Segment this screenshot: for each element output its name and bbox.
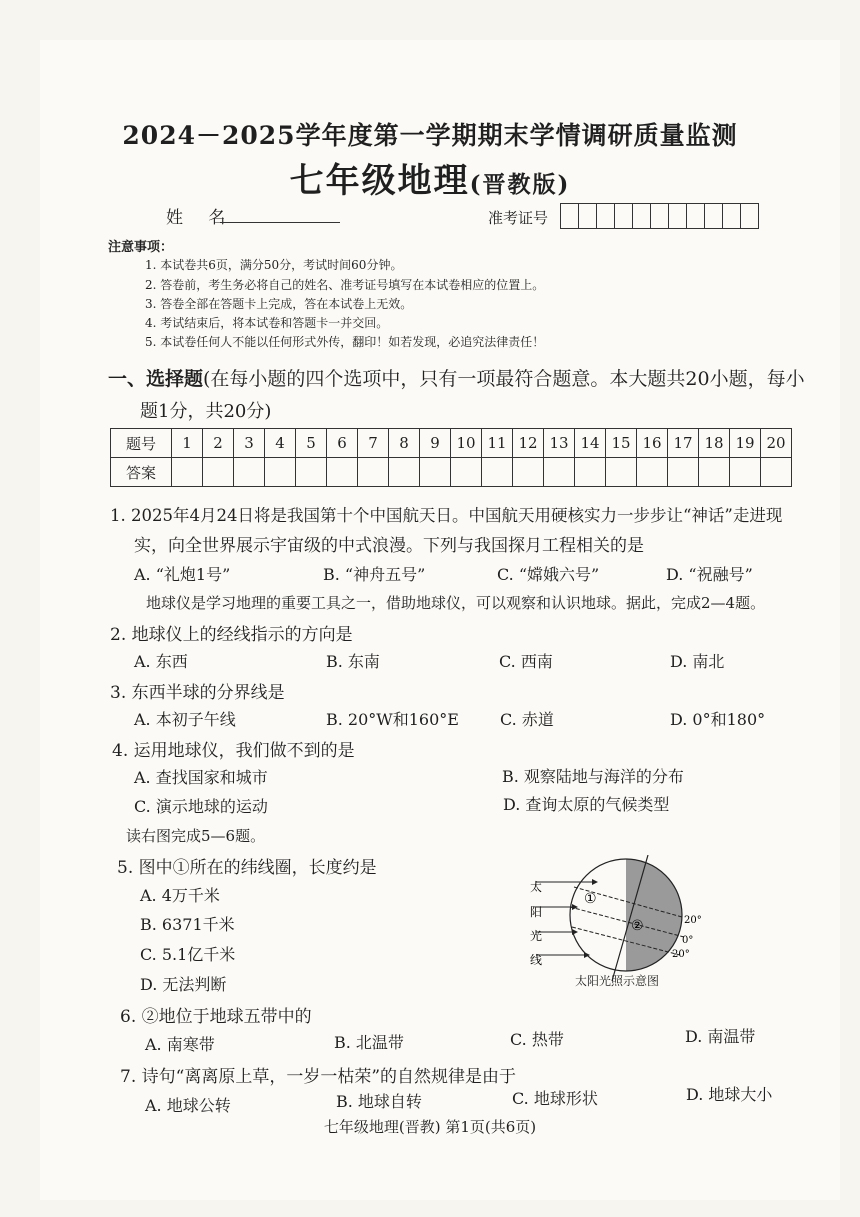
- sun-label-char: 阳: [530, 905, 543, 919]
- answer-cell: [668, 458, 699, 487]
- exam-no-boxes: [561, 203, 759, 229]
- question-7-stem: 7. 诗句“离离原上草，一岁一枯荣”的自然规律是由于: [120, 1067, 517, 1087]
- section-heading: 一、选择题: [108, 368, 204, 390]
- answer-cell: [513, 458, 544, 487]
- question-4-option-d: D. 查询太原的气候类型: [503, 795, 670, 814]
- answer-cell: [637, 458, 668, 487]
- question-number-cell: 16: [637, 429, 668, 458]
- answer-table: [110, 428, 792, 487]
- exam-subject: [0, 153, 860, 202]
- question-6-stem: 6. ②地位于地球五带中的: [120, 1007, 312, 1027]
- question-5-option-c: C. 5.1亿千米: [140, 945, 236, 964]
- question-6-option-b: B. 北温带: [334, 1033, 404, 1052]
- exam-no-box: [668, 203, 687, 229]
- question-number-cell: 17: [668, 429, 699, 458]
- question-1-option-b: B. “神舟五号”: [323, 565, 426, 584]
- question-number-cell: 15: [606, 429, 637, 458]
- notice-item: 3. 答卷全部在答题卡上完成，答在本试卷上无效。: [145, 297, 413, 311]
- notice-title: 注意事项：: [108, 240, 174, 255]
- question-number-cell: 3: [234, 429, 265, 458]
- question-2-stem: 2. 地球仪上的经线指示的方向是: [110, 625, 353, 645]
- question-7-option-d: D. 地球大小: [686, 1085, 773, 1104]
- table-header-number: 题号: [111, 429, 172, 458]
- exam-title: 2024－2025学年度第一学期期末学情调研质量监测: [122, 121, 738, 150]
- question-7-option-b: B. 地球自转: [336, 1092, 422, 1111]
- question-3-stem: 3. 东西半球的分界线是: [110, 683, 285, 703]
- question-number-cell: 18: [699, 429, 730, 458]
- section-desc-cont: 题1分，共20分): [140, 401, 272, 422]
- question-5-option-d: D. 无法判断: [140, 975, 227, 994]
- answer-cell: [730, 458, 761, 487]
- marker-1: ①: [584, 891, 597, 907]
- question-1-stem-cont: 实，向全世界展示宇宙级的中式浪漫。下列与我国探月工程相关的是: [134, 536, 644, 556]
- question-6-option-a: A. 南寒带: [145, 1035, 215, 1054]
- question-6-option-d: D. 南温带: [685, 1027, 756, 1046]
- notice-item: 5. 本试卷任何人不能以任何形式外传，翻印！如若发现，必追究法律责任！: [145, 335, 545, 349]
- name-field-line: [220, 222, 340, 223]
- exam-no-box: [614, 203, 633, 229]
- question-2-option-d: D. 南北: [670, 652, 725, 671]
- edition-label: (晋教版): [469, 171, 571, 198]
- notice-item: 4. 考试结束后，将本试卷和答题卡一并交回。: [145, 316, 389, 330]
- question-number-cell: 8: [389, 429, 420, 458]
- section-desc: (在每小题的四个选项中，只有一项最符合题意。本大题共20小题，每小: [203, 368, 805, 390]
- answer-cell: [265, 458, 296, 487]
- answer-table-number-row: [111, 429, 792, 458]
- latitude-label-equator: 0°: [682, 935, 694, 946]
- question-number-cell: 9: [420, 429, 451, 458]
- question-1-stem: 1. 2025年4月24日将是我国第十个中国航天日。中国航天用硬核实力一步步让“神话”走进现: [110, 506, 783, 525]
- latitude-label-north: 20°: [684, 915, 702, 926]
- page-footer: 七年级地理(晋教) 第1页(共6页): [323, 1118, 537, 1136]
- name-label: 姓 名: [166, 208, 236, 228]
- latitude-label-south: 20°: [672, 949, 690, 960]
- exam-no-box: [722, 203, 741, 229]
- question-number-cell: 11: [482, 429, 513, 458]
- marker-2: ②: [631, 918, 644, 934]
- sun-ray-arrow: [592, 879, 598, 885]
- exam-no-label: 准考证号: [488, 209, 549, 227]
- question-4-option-a: A. 查找国家和城市: [134, 768, 268, 787]
- question-1-option-c: C. “嫦娥六号”: [497, 565, 600, 584]
- question-2-option-b: B. 东南: [326, 652, 380, 671]
- question-3-option-d: D. 0°和180°: [670, 710, 766, 729]
- question-2-option-a: A. 东西: [134, 652, 188, 671]
- question-number-cell: 10: [451, 429, 482, 458]
- question-7-option-c: C. 地球形状: [512, 1089, 598, 1108]
- question-5-option-b: B. 6371千米: [140, 915, 235, 934]
- subject-name: 七年级地理: [289, 161, 470, 201]
- question-1-option-d: D. “祝融号”: [666, 565, 753, 584]
- exam-no-box: [650, 203, 669, 229]
- sunlight-diagram: [508, 855, 718, 990]
- question-number-cell: 4: [265, 429, 296, 458]
- exam-no-box: [740, 203, 759, 229]
- answer-cell: [544, 458, 575, 487]
- sun-label-char: 光: [530, 929, 543, 943]
- section-title: [108, 364, 805, 391]
- question-4-option-c: C. 演示地球的运动: [134, 797, 268, 816]
- answer-cell: [172, 458, 203, 487]
- table-header-answer: 答案: [111, 458, 172, 487]
- question-number-cell: 19: [730, 429, 761, 458]
- answer-table-answer-row: [111, 458, 792, 487]
- question-number-cell: 5: [296, 429, 327, 458]
- answer-cell: [606, 458, 637, 487]
- question-number-cell: 7: [358, 429, 389, 458]
- question-number-cell: 20: [761, 429, 792, 458]
- answer-cell: [575, 458, 606, 487]
- sun-ray-arrow: [572, 929, 578, 935]
- question-4-stem: 4. 运用地球仪，我们做不到的是: [112, 741, 355, 761]
- question-number-cell: 6: [327, 429, 358, 458]
- answer-cell: [296, 458, 327, 487]
- question-6-option-c: C. 热带: [510, 1030, 564, 1049]
- question-number-cell: 1: [172, 429, 203, 458]
- answer-cell: [482, 458, 513, 487]
- question-7-option-a: A. 地球公转: [145, 1096, 231, 1115]
- exam-no-box: [560, 203, 579, 229]
- notice-item: 1. 本试卷共6页，满分50分，考试时间60分钟。: [145, 258, 403, 272]
- question-number-cell: 13: [544, 429, 575, 458]
- question-3-option-a: A. 本初子午线: [134, 710, 236, 729]
- answer-cell: [203, 458, 234, 487]
- question-number-cell: 2: [203, 429, 234, 458]
- question-number-cell: 14: [575, 429, 606, 458]
- answer-cell: [327, 458, 358, 487]
- answer-cell: [358, 458, 389, 487]
- answer-cell: [451, 458, 482, 487]
- question-2-option-c: C. 西南: [499, 652, 553, 671]
- answer-cell: [389, 458, 420, 487]
- question-3-option-b: B. 20°W和160°E: [326, 710, 459, 729]
- exam-no-box: [686, 203, 705, 229]
- intro-questions-5-6: 读右图完成5—6题。: [126, 827, 266, 845]
- sun-label-char: 太: [530, 880, 543, 894]
- question-4-option-b: B. 观察陆地与海洋的分布: [502, 767, 684, 786]
- question-5-option-a: A. 4万千米: [140, 886, 220, 905]
- answer-cell: [420, 458, 451, 487]
- notice-item: 2. 答卷前，考生务必将自己的姓名、准考证号填写在本试卷相应的位置上。: [145, 278, 545, 292]
- exam-no-box: [578, 203, 597, 229]
- sun-label-char: 线: [530, 953, 543, 967]
- exam-no-box: [632, 203, 651, 229]
- intro-questions-2-4: 地球仪是学习地理的重要工具之一，借助地球仪，可以观察和认识地球。据此，完成2—4题。: [146, 594, 766, 612]
- question-3-option-c: C. 赤道: [500, 710, 554, 729]
- answer-cell: [699, 458, 730, 487]
- answer-cell: [234, 458, 265, 487]
- answer-cell: [761, 458, 792, 487]
- question-5-stem: 5. 图中①所在的纬线圈，长度约是: [117, 858, 377, 878]
- exam-no-box: [596, 203, 615, 229]
- question-number-cell: 12: [513, 429, 544, 458]
- exam-no-box: [704, 203, 723, 229]
- question-1-option-a: A. “礼炮1号”: [134, 565, 231, 584]
- figure-caption: 太阳光照示意图: [575, 974, 660, 988]
